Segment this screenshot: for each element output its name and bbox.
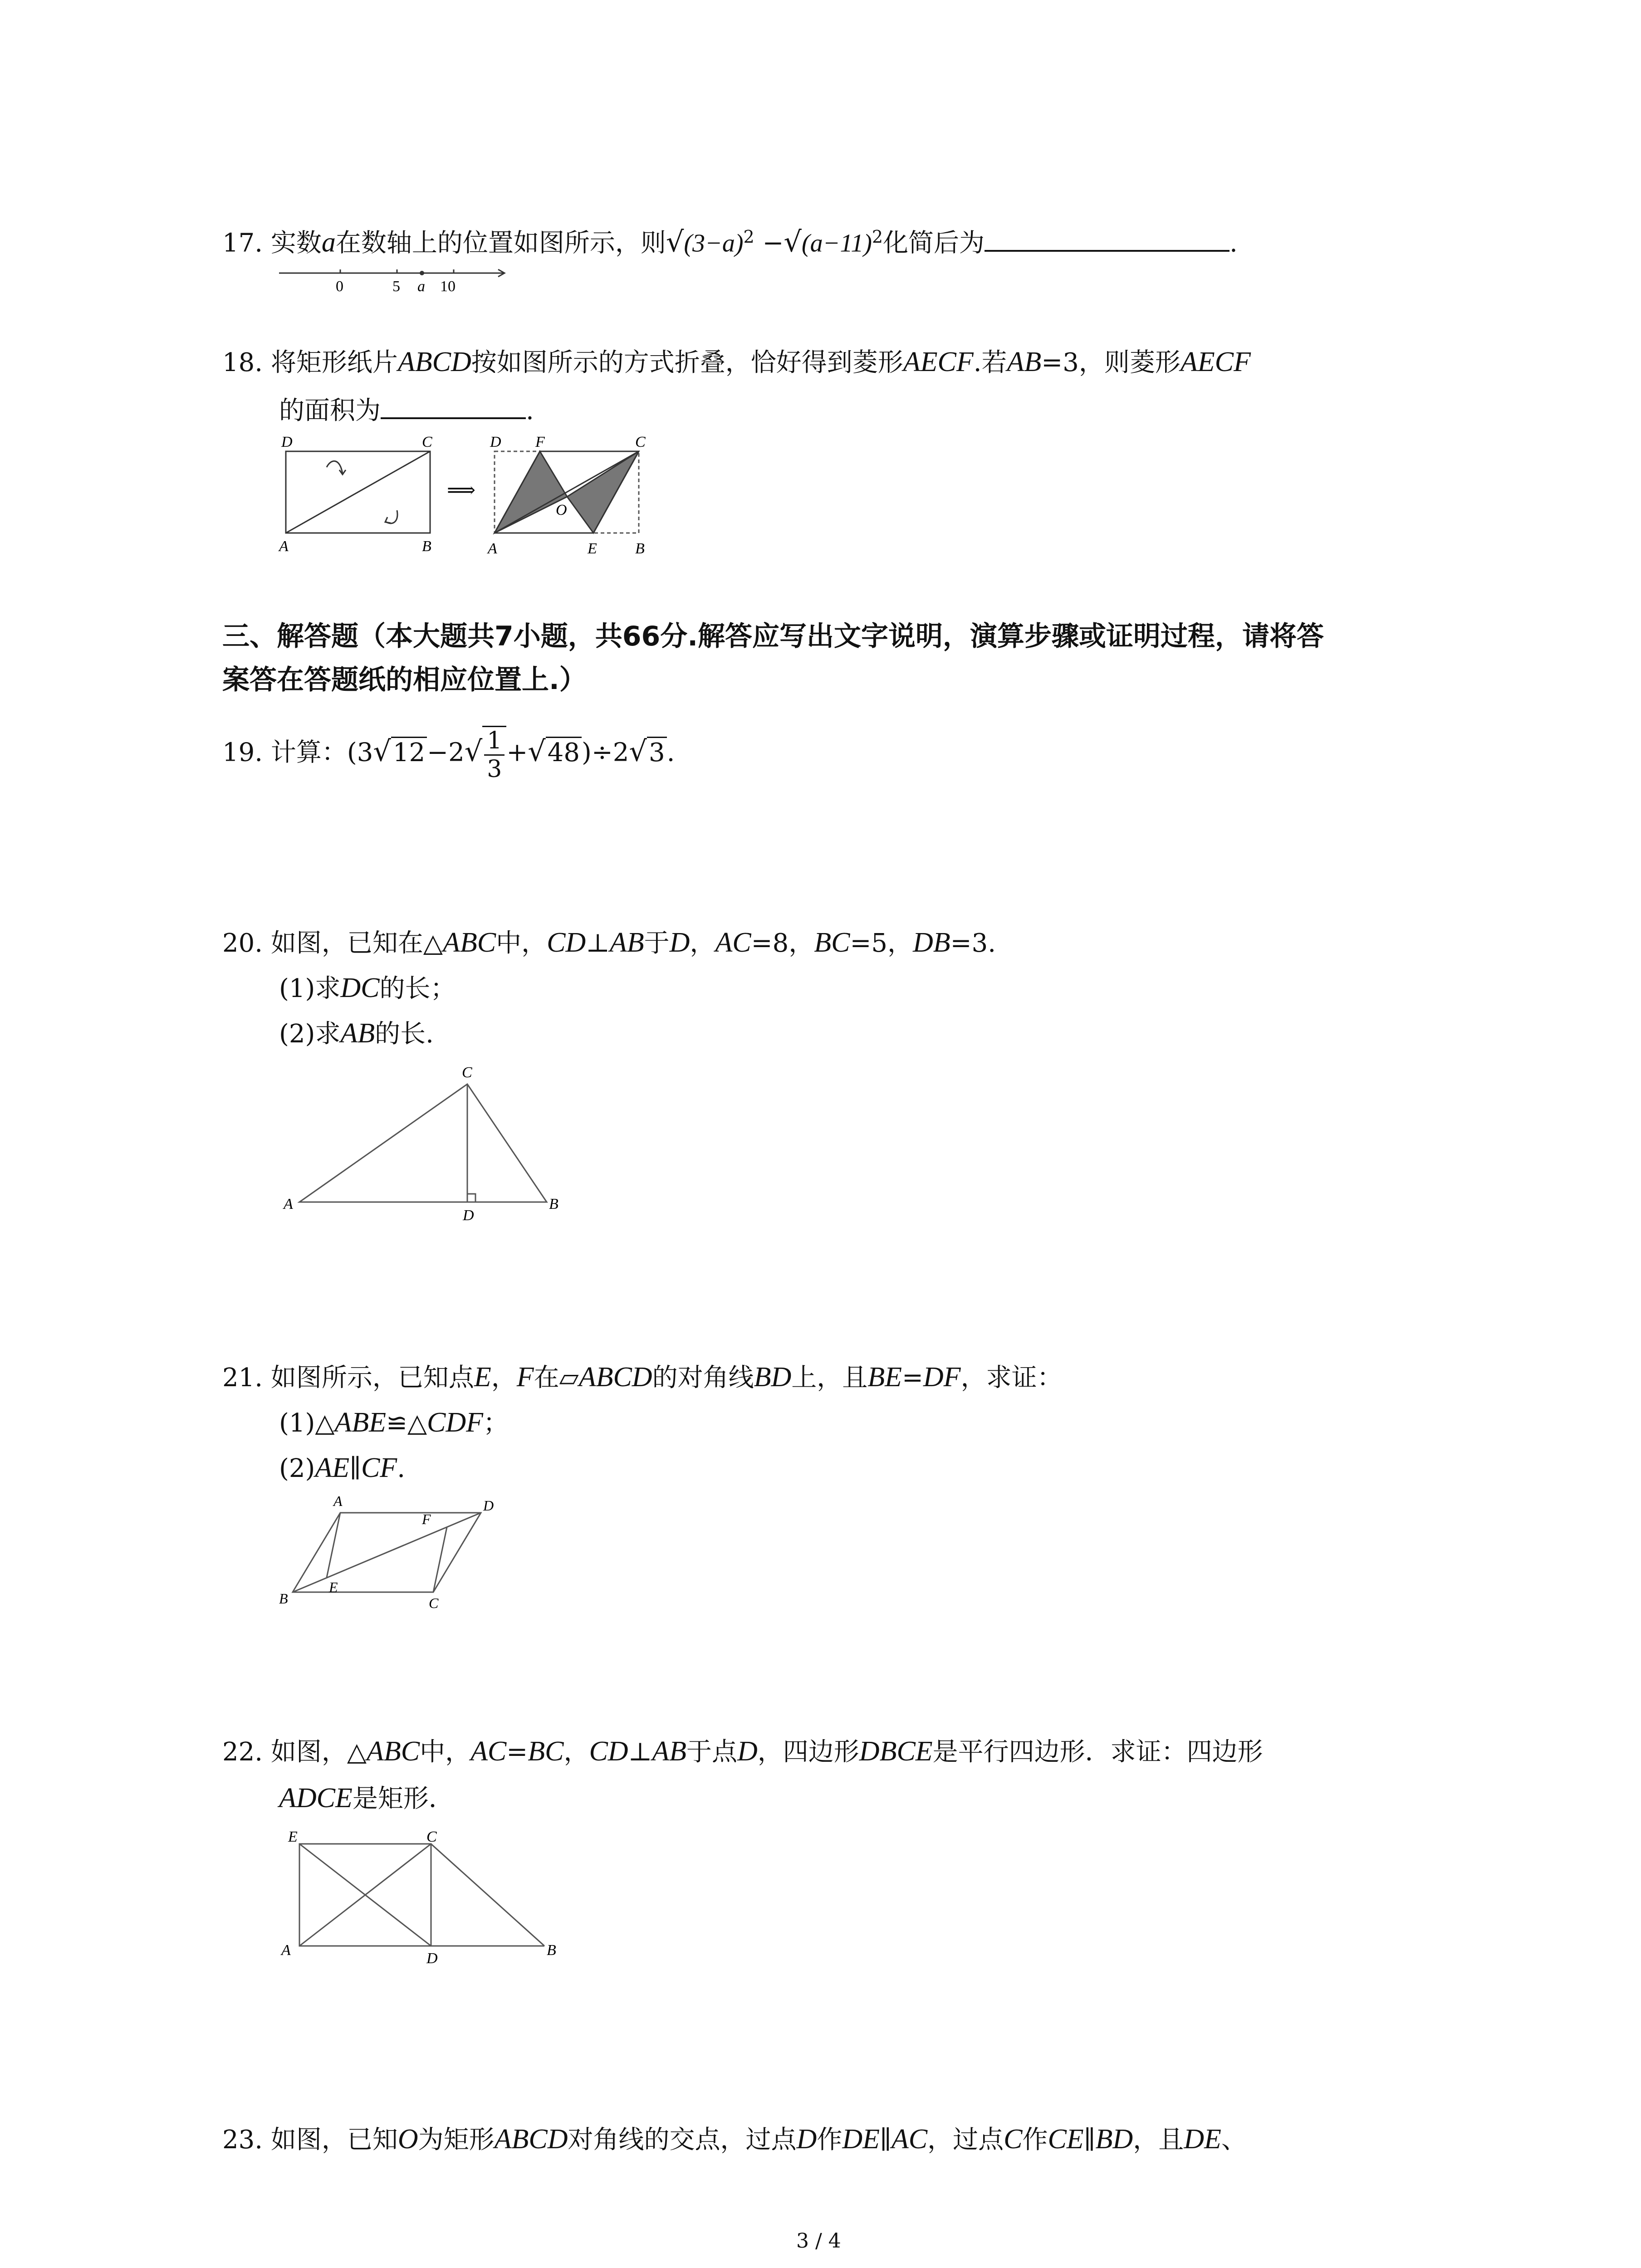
question-20 [222, 926, 996, 960]
text: 作 [1022, 2125, 1048, 2155]
fig2-label-A: A [488, 540, 497, 557]
text: 将矩形纸片 [270, 348, 398, 377]
fig2-label-E: E [588, 540, 597, 557]
text: ； [483, 1408, 509, 1438]
expression: (3 [347, 738, 373, 767]
variable: BC [528, 1736, 564, 1767]
variable: DC [340, 973, 380, 1003]
variable: BE [867, 1362, 902, 1393]
text: ，四边形 [757, 1737, 859, 1767]
text: =8， [751, 929, 814, 958]
operator: ∥ [879, 2125, 892, 2155]
axis-label-10: 10 [440, 278, 456, 295]
text: ， [563, 1737, 589, 1767]
text: .若 [973, 348, 1007, 377]
question-number: 20. [222, 929, 263, 958]
page-number: 3 / 4 [796, 2229, 841, 2253]
label-D: D [463, 1207, 474, 1224]
text: 按如图所示的方式折叠，恰好得到菱形 [471, 348, 903, 377]
exponent: 2 [872, 227, 883, 247]
text: 对角线的交点，过点 [568, 2125, 797, 2155]
variable: ABCD [494, 2124, 568, 2155]
operator: ⊥ [586, 929, 610, 958]
text: 如图，已知 [270, 2125, 398, 2155]
sqrt-symbol: √ [784, 225, 802, 259]
variable: DBCE [859, 1736, 933, 1767]
variable: AECF [903, 347, 974, 377]
variable: AECF [1180, 347, 1251, 377]
text: 为矩形 [418, 2125, 495, 2155]
variable: AB [652, 1736, 687, 1767]
variable: a [321, 227, 336, 258]
text: (2)求 [279, 1019, 341, 1049]
text: 在数轴上的位置如图所示，则 [335, 228, 666, 258]
fold-figure [272, 431, 681, 567]
question-22-line2 [279, 1782, 454, 1815]
text: =5， [850, 929, 913, 958]
axis-label-0: 0 [336, 278, 343, 295]
text: 、 [1221, 2125, 1247, 2155]
operator: = [506, 1737, 528, 1767]
fig1-label-B: B [422, 538, 431, 555]
text: 中， [496, 929, 547, 958]
label-D: D [426, 1950, 438, 1967]
text: (1)求 [279, 974, 341, 1003]
rectangle-adce-figure [272, 1823, 572, 1969]
question-18-line2 [279, 395, 534, 427]
text: 的长； [379, 974, 456, 1003]
label-A: A [284, 1196, 293, 1212]
label-F: F [422, 1511, 431, 1527]
variable: AC [470, 1736, 507, 1767]
label-C: C [426, 1828, 437, 1845]
text: 的对角线 [652, 1363, 754, 1393]
sqrt-symbol: √ [629, 734, 647, 768]
radicand: 12 [391, 737, 427, 767]
radicand: 48 [546, 737, 582, 767]
sqrt-symbol: √ [373, 734, 391, 768]
text: 在▱ [534, 1363, 579, 1393]
operator: ∥ [1083, 2125, 1096, 2155]
section-3-header [222, 615, 1324, 702]
variable: AC [891, 2124, 928, 2155]
fig1-label-A: A [279, 538, 289, 555]
variable: O [397, 2124, 418, 2155]
fig1-label-D: D [281, 434, 293, 450]
text: 作 [817, 2125, 843, 2155]
variable: BD [754, 1362, 792, 1393]
variable: ABCD [397, 347, 471, 377]
text: (1)△ [279, 1408, 335, 1438]
text: ，且 [1133, 2125, 1184, 2155]
axis-label-a: a [417, 278, 425, 295]
text: ，过点 [927, 2125, 1004, 2155]
variable: DF [923, 1362, 961, 1393]
text: (2) [279, 1454, 315, 1483]
text: 的面积为 [279, 396, 381, 425]
question-number: 17. [222, 228, 263, 258]
variable: AE [315, 1452, 350, 1483]
question-21-part1 [279, 1406, 509, 1440]
text: 于 [644, 929, 670, 958]
variable: ABCD [578, 1362, 652, 1393]
text: 的长. [375, 1019, 434, 1049]
section-header-line: 三、解答题（本大题共7小题，共66分.解答应写出文字说明，演算步骤或证明过程，请将答 [222, 621, 1324, 652]
variable: AB [1007, 347, 1042, 377]
question-19 [222, 726, 675, 783]
variable: CD [547, 927, 586, 958]
question-17 [222, 220, 1238, 260]
question-18 [222, 346, 1251, 379]
variable: BC [814, 927, 850, 958]
label-C: C [429, 1595, 439, 1611]
operator: ≌△ [386, 1408, 427, 1438]
text: ， [690, 929, 715, 958]
variable: C [1004, 2124, 1023, 2155]
denominator: 3 [487, 756, 502, 783]
operator: ∥ [349, 1454, 361, 1483]
variable: CDF [427, 1407, 484, 1438]
fig1-label-C: C [422, 434, 432, 450]
variable: ADCE [279, 1783, 353, 1813]
variable: ABC [366, 1736, 420, 1767]
variable: CE [1048, 2124, 1084, 2155]
text: 中， [420, 1737, 471, 1767]
fold-arrow-icon: ⟹ [447, 479, 476, 501]
text: 计算： [270, 738, 347, 767]
question-number: 21. [222, 1363, 263, 1393]
parallelogram-figure [272, 1488, 526, 1615]
answer-blank [381, 413, 526, 419]
question-number: 23. [222, 2125, 263, 2155]
variable: AC [715, 927, 751, 958]
fraction [484, 727, 505, 783]
fig2-label-O: O [556, 502, 567, 518]
question-23 [222, 2123, 1247, 2156]
label-A: A [281, 1942, 291, 1959]
axis-label-5: 5 [392, 278, 400, 295]
variable: AB [340, 1018, 375, 1049]
label-B: B [549, 1196, 558, 1212]
text: . [397, 1454, 405, 1483]
text: 上，且 [791, 1363, 868, 1393]
label-B: B [547, 1942, 556, 1959]
question-22 [222, 1735, 1263, 1769]
expression: (3−a) [684, 229, 744, 258]
fig2-label-C: C [635, 434, 646, 450]
text: 是平行四边形．求证：四边形 [932, 1737, 1263, 1767]
text: 如图所示，已知点 [270, 1363, 474, 1393]
expression: −2 [427, 738, 465, 767]
text: 是矩形． [352, 1784, 454, 1813]
variable: ABC [442, 927, 496, 958]
sqrt-symbol: √ [666, 225, 684, 259]
text: . [666, 738, 675, 767]
sqrt-symbol: √ [528, 734, 546, 768]
expression: (a−11) [801, 229, 872, 258]
radicand-fraction [482, 726, 506, 783]
question-number: 19. [222, 738, 263, 767]
text: 于点 [686, 1737, 738, 1767]
text: . [526, 396, 534, 425]
question-20-part2 [279, 1017, 434, 1051]
operator: − [762, 228, 784, 258]
expression: )÷2 [582, 738, 629, 767]
label-E: E [329, 1579, 338, 1595]
exponent: 2 [743, 227, 754, 247]
numerator: 1 [484, 727, 505, 756]
fig2-label-D: D [490, 434, 501, 450]
variable: CD [589, 1736, 628, 1767]
label-C: C [462, 1064, 472, 1081]
variable: BD [1095, 2124, 1133, 2155]
text: ，求证： [960, 1363, 1063, 1393]
question-21-part2 [279, 1452, 405, 1485]
variable: D [669, 927, 690, 958]
text: ， [491, 1363, 517, 1393]
operator: ⊥ [628, 1737, 652, 1767]
label-D: D [483, 1497, 494, 1514]
variable: CF [361, 1452, 397, 1483]
label-B: B [279, 1590, 288, 1607]
fig2-label-B: B [635, 540, 645, 557]
answer-blank [985, 245, 1230, 252]
variable: DE [842, 2124, 880, 2155]
text: . [1230, 228, 1238, 258]
radicand: 3 [647, 737, 667, 767]
variable: D [737, 1736, 758, 1767]
question-20-part1 [279, 972, 456, 1005]
triangle-abc-figure [272, 1057, 590, 1229]
operator: = [901, 1363, 923, 1393]
variable: D [796, 2124, 817, 2155]
sqrt-symbol: √ [464, 734, 483, 768]
text: =3，则菱形 [1041, 348, 1181, 377]
label-E: E [288, 1828, 298, 1845]
variable: DB [913, 927, 950, 958]
number-line-figure [277, 263, 513, 299]
text: 实数 [270, 228, 322, 258]
variable: F [516, 1362, 534, 1393]
question-number: 18. [222, 348, 263, 377]
variable: DE [1184, 2124, 1221, 2155]
variable: ABE [334, 1407, 387, 1438]
variable: E [474, 1362, 491, 1393]
text: 如图，△ [270, 1737, 367, 1767]
fig2-label-F: F [535, 434, 545, 450]
text: 如图，已知在△ [270, 929, 443, 958]
variable: AB [609, 927, 644, 958]
text: 化简后为 [883, 228, 985, 258]
operator: + [506, 738, 528, 767]
question-21 [222, 1361, 1063, 1394]
section-header-line: 案答在答题纸的相应位置上.） [222, 664, 587, 696]
question-number: 22. [222, 1737, 263, 1767]
label-A: A [333, 1493, 343, 1509]
text: =3. [950, 929, 996, 958]
